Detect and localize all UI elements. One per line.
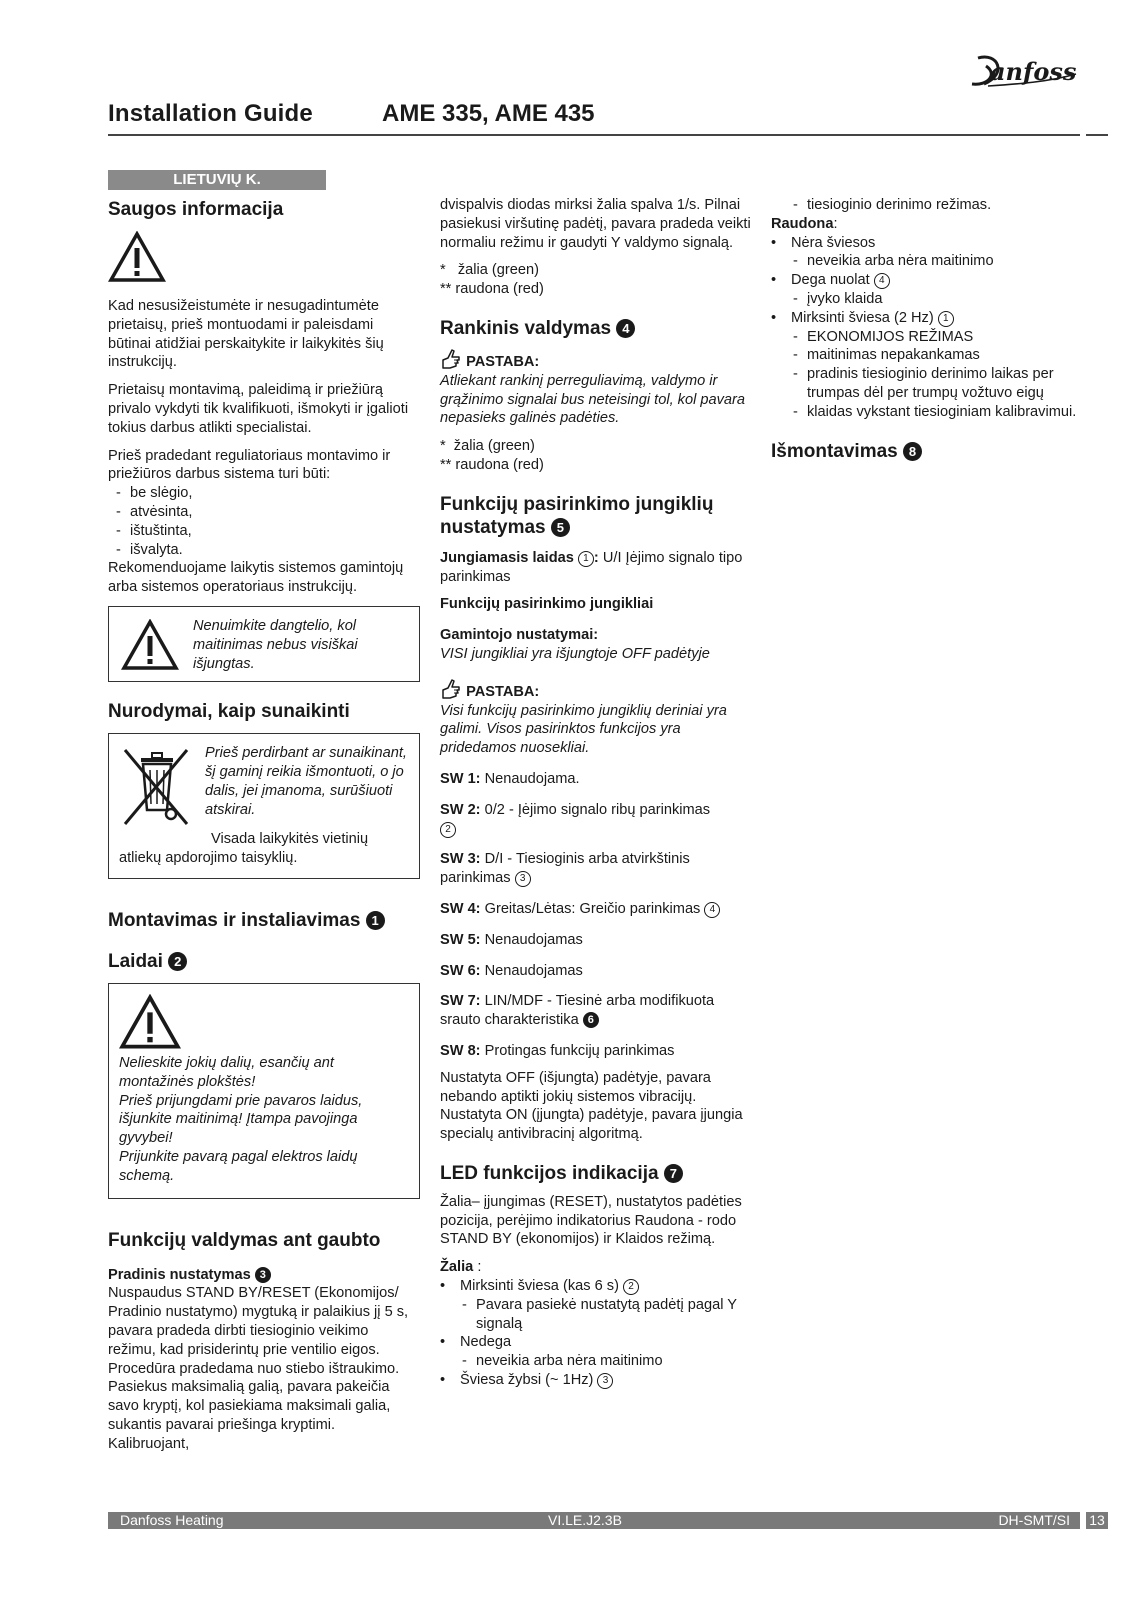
pointing-hand-icon — [440, 348, 462, 370]
safety-paragraph-3: Prieš pradedant reguliatoriaus montavimo ir priežiūros darbus sistema turi būti: — [108, 447, 391, 483]
wiring-warning-line: Nelieskite jokių dalių, esančių ant montažinės plokštės! — [119, 1054, 334, 1090]
manual-control-title: Rankinis valdymas — [440, 317, 612, 339]
footer-company: Danfoss Heating — [120, 1512, 224, 1528]
switch-settings-title: Funkcijų pasirinkimo jungiklių nustatymas — [440, 493, 714, 538]
sw3-line — [440, 850, 752, 888]
legend-red: ** raudona (red) — [440, 456, 544, 473]
led-title: LED funkcijos indikacija — [440, 1162, 659, 1184]
initial-setting-label: Pradinis nustatymas — [108, 1266, 251, 1283]
red-state: Nėra šviesos — [791, 234, 876, 251]
manual-note-text: Atliekant rankinį perreguliavimą, valdymo ir grąžinimo signalai bus neteisingi tol, kol pavara nepasieks galinės padėties. — [440, 372, 746, 427]
figure-number-badge: 6 — [583, 1012, 599, 1028]
wiring-title: Laidai — [108, 950, 163, 972]
note-label: PASTABA: — [466, 353, 540, 370]
figure-number-badge: 2 — [168, 952, 187, 971]
list-item — [440, 1333, 752, 1371]
disposal-text: Visada laikykitės vietinių atliekų apdorojimo taisyklių. — [119, 831, 369, 867]
cover-warning-box — [108, 606, 420, 682]
note-heading — [440, 348, 752, 372]
sw6-line — [440, 962, 752, 981]
wiring-warning-line: Prieš prijungdami prie pavaros laidus, išjunkite maitinimą! Įtampa pavojinga gyvybei! — [119, 1092, 363, 1147]
language-label: LIETUVIŲ K. — [108, 170, 326, 190]
product-model: AME 335, AME 435 — [382, 100, 595, 127]
figure-number-badge: 3 — [255, 1267, 271, 1283]
function-switches-label: Funkcijų pasirinkimo jungikliai — [440, 596, 654, 613]
list-sub-item: - klaidas vykstant tiesioginiam kalibravimui. — [791, 403, 1081, 422]
note-heading — [440, 678, 752, 702]
green-state: Šviesa žybsi (~ 1Hz) — [460, 1372, 594, 1389]
sw7-line — [440, 992, 752, 1030]
list-item — [440, 1371, 752, 1390]
safety-paragraph-4: Rekomenduojame laikytis sistemos gamintojų arba sistemos operatoriaus instrukcijų. — [108, 560, 404, 596]
safety-heading: Saugos informacija — [108, 199, 284, 220]
warning-triangle-icon — [119, 994, 181, 1050]
footer-dept: DH-SMT/SI — [998, 1512, 1070, 1528]
switch-note-text: Visi funkcijų pasirinkimo jungiklių deriniai yra galimi. Visos pasirinktos funkcijos yra pridedamos nuosekliai. — [440, 702, 727, 757]
red-label: Raudona — [771, 215, 834, 232]
warning-triangle-icon — [121, 619, 179, 671]
list-sub-item: - maitinimas nepakankamas — [791, 346, 1081, 365]
list-sub-item: - įvyko klaida — [791, 290, 1081, 309]
red-states-list — [771, 234, 1081, 422]
safety-paragraph-1: Kad nesusižeistumėte ir nesugadintumėte prietaisų, prieš montuodami ir paleisdami būtinai atidžiai perskaitykite ir laikykitės šių instrukcijų. — [108, 298, 384, 371]
switch-settings-heading — [440, 493, 752, 539]
header-rule-right — [1086, 134, 1108, 136]
figure-number-badge: 8 — [903, 442, 922, 461]
mounting-heading — [108, 909, 420, 932]
led-description: Žalia– įjungimas (RESET), nustatytos padėties pozicija, perėjimo indikatorius Raudona - rodo STAND BY (ekonomijos) ir Klaidos režimą. — [440, 1193, 742, 1248]
disposal-box — [108, 733, 420, 879]
calibration-continuation: dvispalvis diodas mirksi žalia spalva 1/s. Pilnai pasiekusi viršutinę padėtį, pavara pradeda veikti normaliu režimu ir gaudyti Y valdymo signalą. — [440, 197, 751, 251]
dismounting-title: Išmontavimas — [771, 440, 898, 462]
sw-label: SW 2: — [440, 801, 481, 818]
header-rule — [108, 134, 1080, 136]
manual-control-heading — [440, 317, 752, 340]
system-state-list — [108, 484, 420, 559]
legend-green: * žalia (green) — [440, 438, 535, 455]
sw-text: 0/2 - Įėjimo signalo ribų parinkimas — [484, 801, 711, 818]
sw-label: SW 1: — [440, 770, 481, 787]
circled-number: 3 — [515, 871, 531, 887]
legend-red: ** raudona (red) — [440, 281, 544, 298]
green-label: Žalia — [440, 1259, 474, 1276]
wiring-warning-line: Prijunkite pavarą pagal elektros laidų schemą. — [119, 1148, 358, 1184]
sw8-line — [440, 1042, 752, 1061]
led-heading — [440, 1162, 752, 1185]
function-control-heading: Funkcijų valdymas ant gaubto — [108, 1229, 381, 1251]
cover-warning-text: Nenuimkite dangtelio, kol maitinimas nebus visiškai išjungtas. — [193, 617, 358, 672]
sw-label: SW 8: — [440, 1042, 481, 1059]
jumper-text: U/I Įėjimo signalo tipo parinkimas — [440, 549, 743, 585]
sw5-line — [440, 931, 752, 950]
crossed-bin-icon — [119, 744, 193, 828]
sw-text: LIN/MDF - Tiesinė arba modifikuota srauto charakteristika — [440, 993, 715, 1029]
wiring-warning-box — [108, 983, 420, 1199]
safety-paragraph-2: Prietaisų montavimą, paleidimą ir priežiūrą privalo vykdyti tik kvalifikuoti, išmokyti ir įgalioti tokius darbus atlikti specialistai. — [108, 382, 409, 436]
list-item — [771, 234, 1081, 272]
sw-text: D/I - Tiesioginis arba atvirkštinis parinkimas — [440, 851, 690, 887]
green-state: Nedega — [460, 1334, 512, 1351]
dismounting-heading — [771, 440, 1081, 463]
list-item — [771, 309, 1081, 422]
circled-number: 4 — [704, 902, 720, 918]
list-sub-item: - tiesioginio derinimo režimas. — [791, 196, 1081, 215]
circled-number: 1 — [938, 311, 954, 327]
sw2-line — [440, 801, 752, 839]
green-state: Mirksinti šviesa (kas 6 s) — [460, 1278, 619, 1295]
jumper-line: Jungiamasis laidas 1 : U/I Įėjimo signalo tipo parinkimas — [440, 549, 743, 585]
danfoss-logo — [968, 44, 1080, 94]
warning-triangle-icon — [108, 231, 166, 283]
figure-number-badge: 4 — [616, 319, 635, 338]
green-states-list — [440, 1277, 752, 1390]
factory-settings-label: Gamintojo nustatymai: — [440, 627, 599, 644]
circled-number: 4 — [874, 273, 890, 289]
list-sub-item: - EKONOMIJOS REŽIMAS — [791, 328, 1081, 347]
footer-bar — [108, 1512, 1080, 1529]
initial-setting-text: Nuspaudus STAND BY/RESET (Ekonomijos/ Pradinio nustatymo) mygtuką ir palaikius jį 5 s, pavara pradeda dirbti tiesioginio veikimo režimu, kad prisiderintų prie ventilio eigos. Procedūra pradedama nuo stiebo ištraukimo. Pasiekus maksimalią galią, pavara pakeičia savo kryptį, kol pasiekiama maksimali galia, sukantis pavarai priešinga kryptimi. Kalibruojant, — [108, 1285, 409, 1452]
initial-setting-heading — [108, 1266, 420, 1285]
sw-text: Protingas funkcijų parinkimas — [484, 1042, 675, 1059]
list-item: - ištuštinta, — [108, 522, 420, 541]
circled-number: 1 — [578, 551, 594, 567]
note-label: PASTABA: — [466, 683, 540, 700]
sw-text: Greitas/Lėtas: Greičio parinkimas — [484, 900, 701, 917]
figure-number-badge: 1 — [366, 911, 385, 930]
legend-green: * žalia (green) — [440, 262, 539, 279]
sw-label: SW 5: — [440, 931, 481, 948]
list-item: - be slėgio, — [108, 484, 420, 503]
sw-label: SW 7: — [440, 993, 481, 1010]
sw1-line — [440, 770, 752, 789]
svg-text:anfoss: anfoss — [990, 57, 1077, 86]
red-state: Mirksinti šviesa (2 Hz) — [791, 309, 934, 326]
list-item — [440, 1277, 752, 1333]
sw-label: SW 6: — [440, 962, 481, 979]
disposal-italic-text: Prieš perdirbant ar sunaikinant, šį gaminį reikia išmontuoti, o jo dalis, jei įmanoma, surūšiuoti atskirai. — [205, 745, 407, 818]
list-sub-item: - neveikia arba nėra maitinimo — [791, 252, 1081, 271]
column-2 — [440, 196, 752, 1390]
list-item: - atvėsinta, — [108, 503, 420, 522]
circled-number: 2 — [623, 1279, 639, 1295]
pointing-hand-icon — [440, 678, 462, 700]
list-sub-item: - neveikia arba nėra maitinimo — [460, 1352, 752, 1371]
factory-settings-text: VISI jungikliai yra išjungtoje OFF padėtyje — [440, 645, 710, 662]
figure-number-badge: 5 — [551, 518, 570, 537]
continued-list — [791, 196, 1081, 215]
sw4-line — [440, 900, 752, 919]
list-item — [771, 271, 1081, 309]
document-type: Installation Guide — [108, 100, 313, 127]
circled-number: 2 — [440, 822, 456, 838]
list-item: - išvalyta. — [108, 541, 420, 560]
red-state: Dega nuolat — [791, 272, 870, 289]
green-heading: Žalia : — [440, 1259, 482, 1276]
mounting-title: Montavimas ir instaliavimas — [108, 909, 361, 931]
sw-text: Nenaudojamas — [484, 931, 583, 948]
figure-number-badge: 7 — [664, 1164, 683, 1183]
red-heading: Raudona: — [771, 215, 838, 232]
wiring-heading — [108, 950, 420, 973]
anti-vibration-text: Nustatyta OFF (išjungta) padėtyje, pavara nebando aptikti jokių sistemos vibracijų. Nustatyta ON (įjungta) padėtyje, pavara įjungia specialų antivibracinį algoritmą. — [440, 1069, 743, 1143]
column-1 — [108, 170, 420, 1453]
list-sub-item: - Pavara pasiekė nustatytą padėtį pagal Y signalą — [460, 1296, 752, 1334]
list-sub-item: - pradinis tiesioginio derinimo laikas per trumpas dėl per trumpų vožtuvo eigų — [791, 365, 1081, 403]
column-3 — [771, 196, 1081, 473]
footer-doc-code: VI.LE.J2.3B — [548, 1512, 622, 1528]
disposal-heading: Nurodymai, kaip sunaikinti — [108, 701, 350, 723]
page-number: 13 — [1086, 1512, 1108, 1529]
circled-number: 3 — [597, 1373, 613, 1389]
sw-label: SW 3: — [440, 851, 481, 868]
sw-text: Nenaudojama. — [484, 770, 580, 787]
jumper-label: Jungiamasis laidas — [440, 549, 574, 566]
sw-label: SW 4: — [440, 900, 481, 917]
sw-text: Nenaudojamas — [484, 962, 583, 979]
